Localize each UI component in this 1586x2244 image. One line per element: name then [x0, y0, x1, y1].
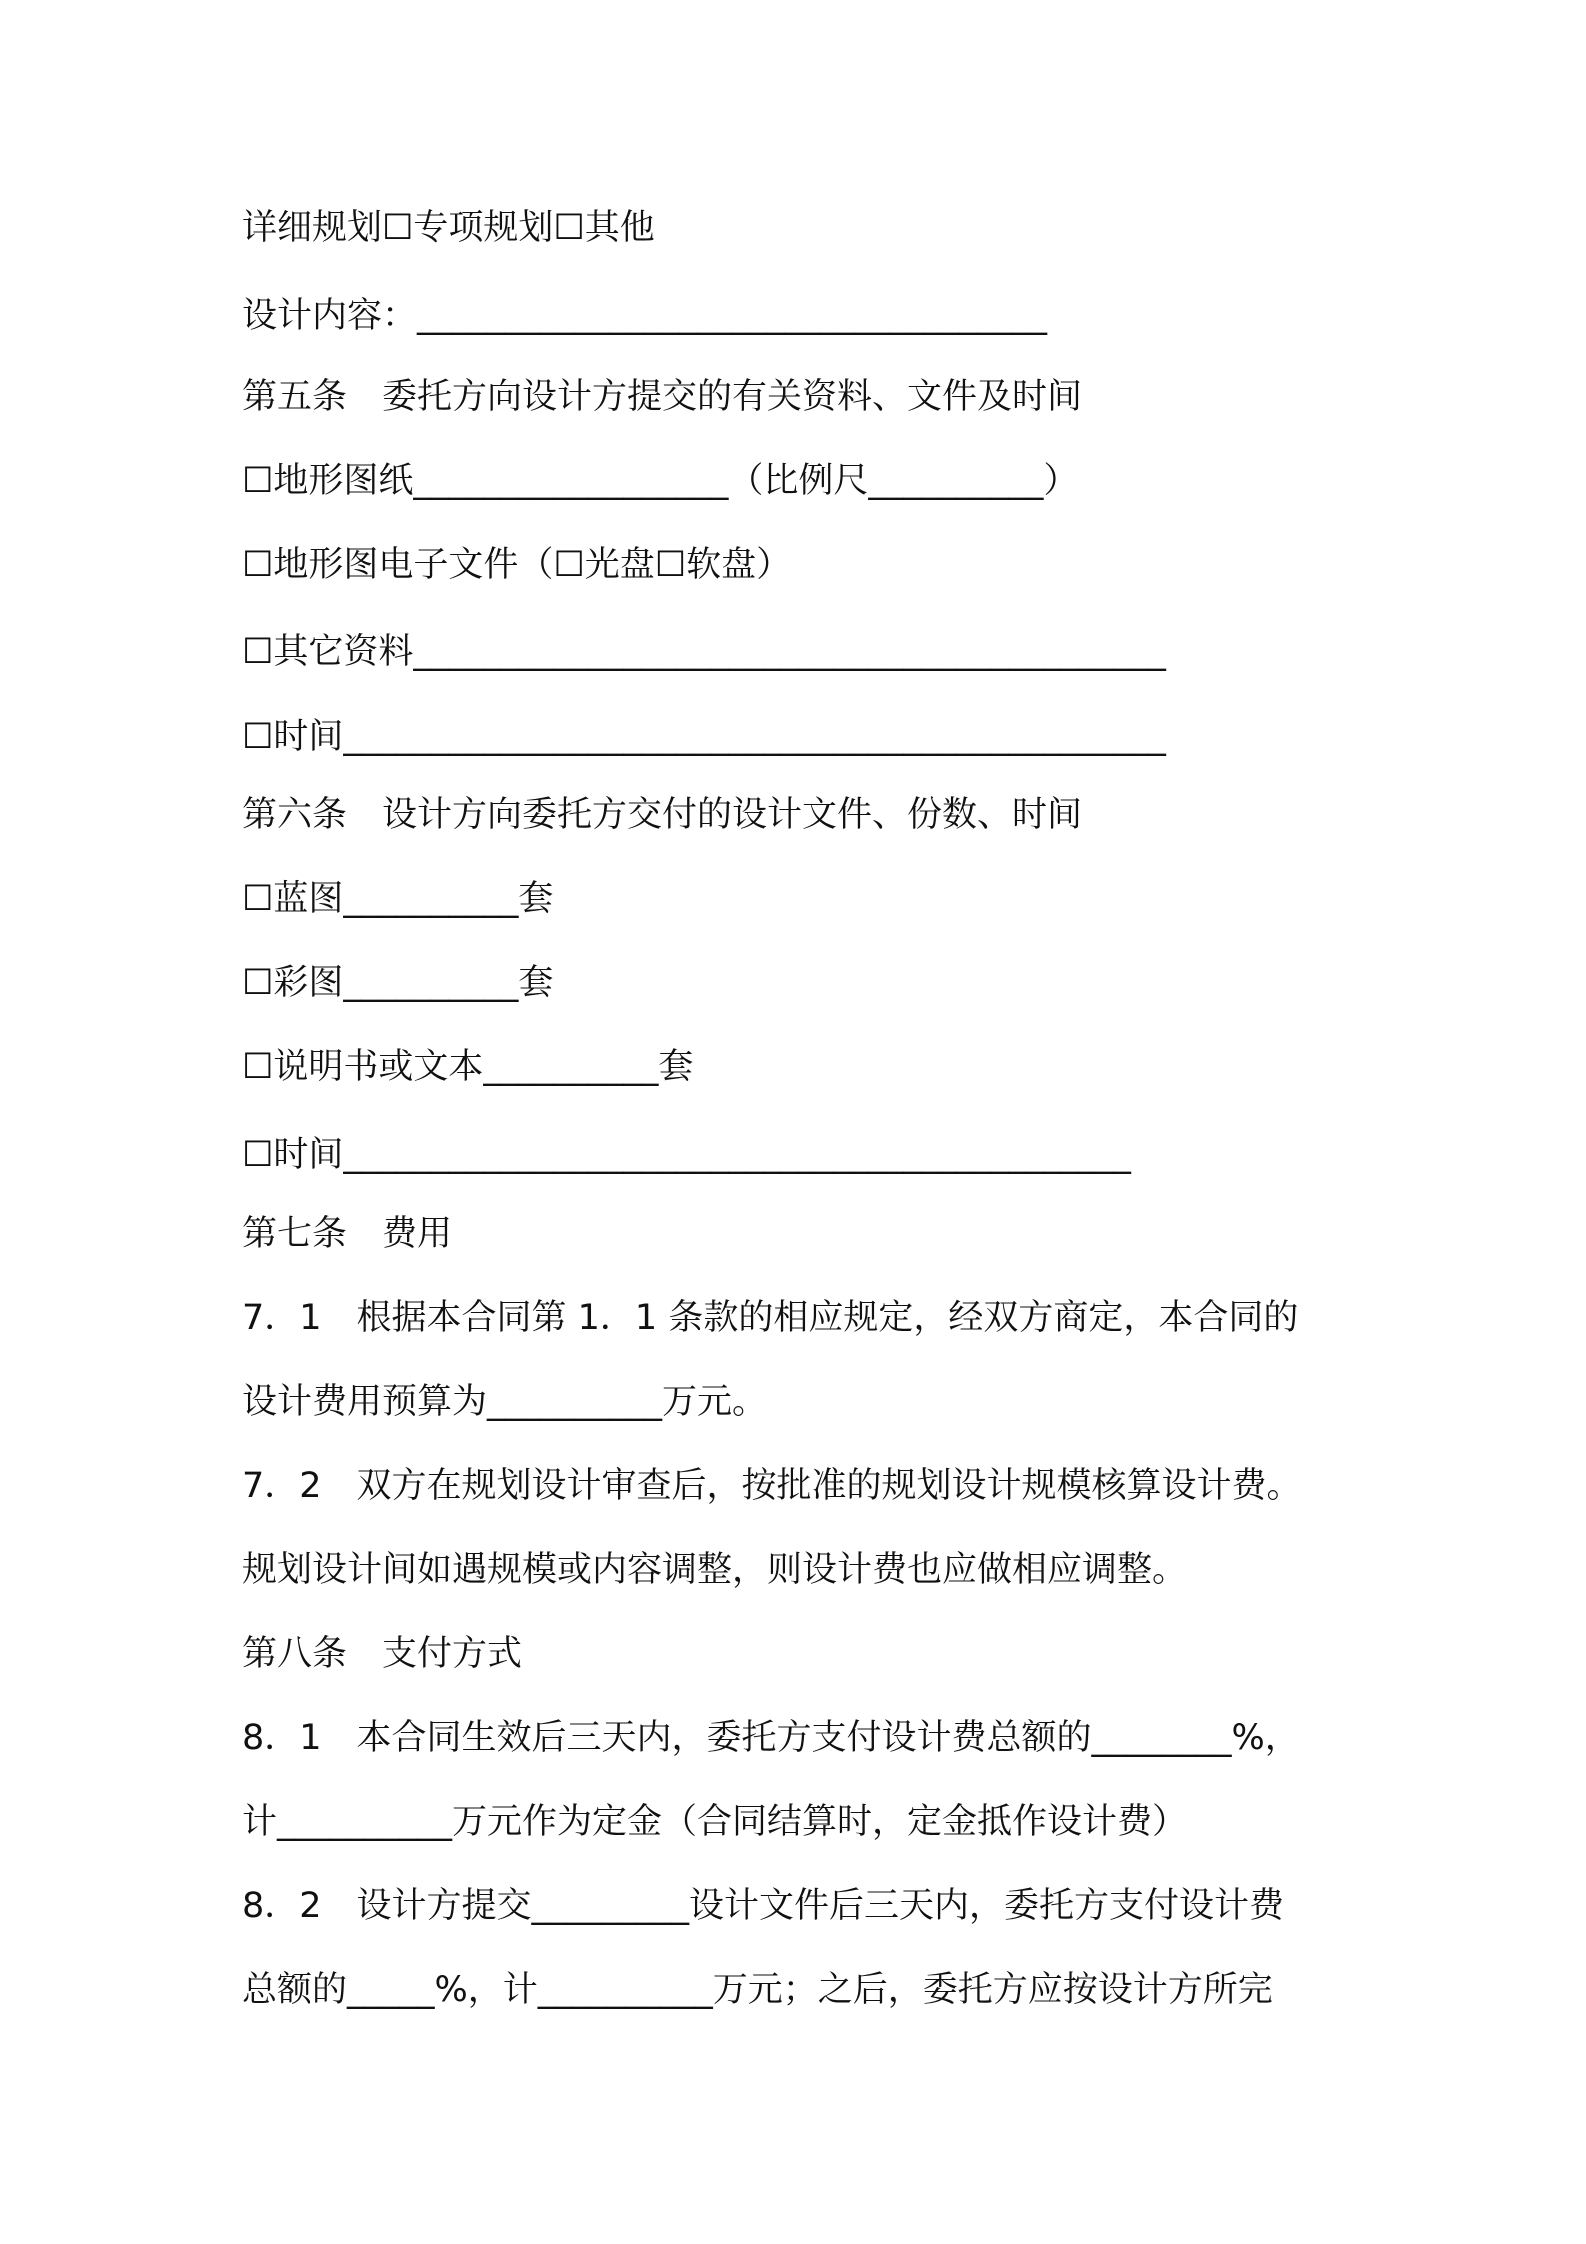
text-line: ☐时间_____________________________________________	[242, 1135, 1131, 1175]
text-line: 规划设计间如遇规模或内容调整，则设计费也应做相应调整。	[242, 1550, 1188, 1590]
text-line: 8．1 本合同生效后三天内，委托方支付设计费总额的________%，	[242, 1718, 1300, 1758]
text-line: ☐彩图__________套	[242, 963, 554, 1003]
text-line: 8．2 设计方提交_________设计文件后三天内，委托方支付设计费	[242, 1886, 1285, 1926]
text-line: ☐说明书或文本__________套	[242, 1047, 694, 1087]
text-line: 7．2 双方在规划设计审查后，按批准的规划设计规模核算设计费。	[242, 1466, 1302, 1506]
article-heading: 第八条 支付方式	[242, 1634, 523, 1674]
text-line: 计__________万元作为定金（合同结算时，定金抵作设计费）	[242, 1802, 1188, 1842]
text-line: ☐蓝图__________套	[242, 879, 554, 919]
text-line: 设计费用预算为__________万元。	[242, 1382, 768, 1422]
text-line: ☐时间_______________________________________________	[242, 717, 1166, 757]
text-line: 设计内容：____________________________________	[242, 296, 1048, 336]
text-line: 详细规划☐专项规划☐其他	[242, 208, 655, 248]
article-heading: 第六条 设计方向委托方交付的设计文件、份数、时间	[242, 795, 1083, 835]
text-line: ☐其它资料___________________________________________	[242, 632, 1166, 672]
text-line: ☐地形图电子文件（☐光盘☐软盘）	[242, 545, 792, 585]
text-line: 总额的_____%，计__________万元；之后，委托方应按设计方所完	[242, 1970, 1273, 2010]
text-line: ☐地形图纸__________________（比例尺__________）	[242, 461, 1079, 501]
article-heading: 第七条 费用	[242, 1214, 453, 1254]
text-line: 7．1 根据本合同第 1．1 条款的相应规定，经双方商定，本合同的	[242, 1298, 1299, 1338]
article-heading: 第五条 委托方向设计方提交的有关资料、文件及时间	[242, 377, 1083, 417]
